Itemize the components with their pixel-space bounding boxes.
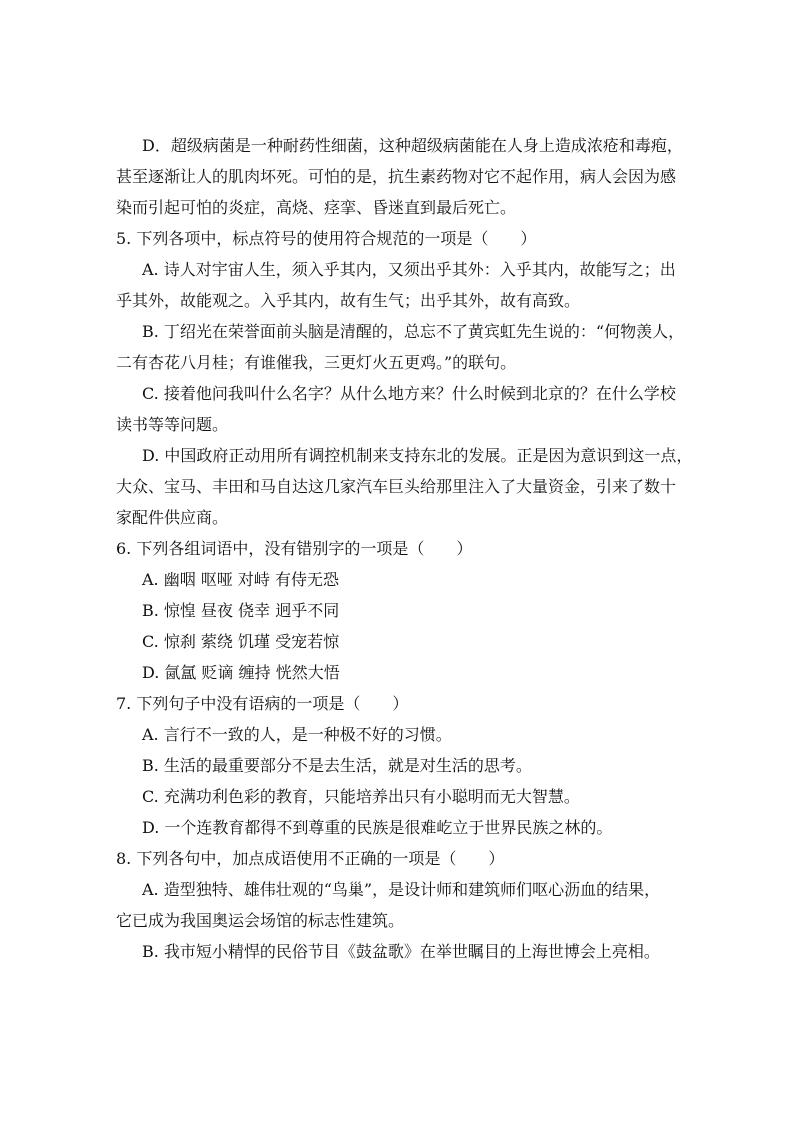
question-5-stem: 5. 下列各项中，标点符号的使用符合规范的一项是（ ） <box>116 229 537 248</box>
q5-option-d-line-3: 家配件供应商。 <box>116 508 229 527</box>
q8-option-a-line-2: 它已成为我国奥运会场馆的标志性建筑。 <box>116 911 405 930</box>
q5-option-d-line-1: D. 中国政府正动用所有调控机制来支持东北的发展。正是因为意识到这一点， <box>142 446 693 465</box>
question-8-stem: 8. 下列各句中，加点成语使用不正确的一项是（ ） <box>116 849 505 868</box>
q7-option-a: A. 言行不一致的人，是一种极不好的习惯。 <box>142 725 452 744</box>
q6-option-d: D. 氤氲 贬谪 缠持 恍然大悟 <box>142 663 340 682</box>
q5-option-a-line-2: 乎其外，故能观之。入乎其内，故有生气；出乎其外，故有高致。 <box>116 291 581 310</box>
q6-option-a: A. 幽咽 呕哑 对峙 有侍无恐 <box>142 570 339 589</box>
q7-option-c: C. 充满功利色彩的教育，只能培养出只有小聪明而无大智慧。 <box>142 787 580 806</box>
q5-option-b-line-2: 二有杏花八月桂；有谁催我，三更灯火五更鸡。”的联句。 <box>116 353 517 372</box>
q8-option-a-line-1: A. 造型独特、雄伟壮观的“鸟巢”，是设计师和建筑师们呕心沥血的结果， <box>142 880 661 899</box>
q7-option-d: D. 一个连教育都得不到尊重的民族是很难屹立于世界民族之林的。 <box>142 818 613 837</box>
q6-option-c: C. 惊刹 萦绕 饥瑾 受宠若惊 <box>142 632 340 651</box>
q8-option-b: B. 我市短小精悍的民俗节目《鼓盆歌》在举世瞩目的上海世博会上亮相。 <box>142 942 660 961</box>
q4-option-d-line-3: 染而引起可怕的炎症，高烧、痉挛、昏迷直到最后死亡。 <box>116 198 517 217</box>
q6-option-b: B. 惊惶 昼夜 侥幸 迥乎不同 <box>142 601 340 620</box>
q5-option-b-line-1: B. 丁绍光在荣誉面前头脑是清醒的，总忘不了黄宾虹先生说的：“何物羡人， <box>142 322 685 341</box>
q5-option-a-line-1: A. 诗人对宇宙人生，须入乎其内，又须出乎其外：入乎其内，故能写之；出 <box>142 260 676 279</box>
q5-option-d-line-2: 大众、宝马、丰田和马自达这几家汽车巨头给那里注入了大量资金，引来了数十 <box>116 477 677 496</box>
q4-option-d-line-1: D．超级病菌是一种耐药性细菌，这种超级病菌能在人身上造成浓疮和毒疱， <box>142 136 683 155</box>
q7-option-b: B. 生活的最重要部分不是去生活，就是对生活的思考。 <box>142 756 532 775</box>
question-7-stem: 7. 下列句子中没有语病的一项是（ ） <box>116 694 409 713</box>
question-6-stem: 6. 下列各组词语中，没有错别字的一项是（ ） <box>116 539 473 558</box>
q4-option-d-line-2: 甚至逐渐让人的肌肉坏死。可怕的是，抗生素药物对它不起作用，病人会因为感 <box>116 167 677 186</box>
q5-option-c-line-1: C. 接着他问我叫什么名字？从什么地方来？什么时候到北京的？在什么学校 <box>142 384 676 403</box>
q5-option-c-line-2: 读书等等问题。 <box>116 415 229 434</box>
